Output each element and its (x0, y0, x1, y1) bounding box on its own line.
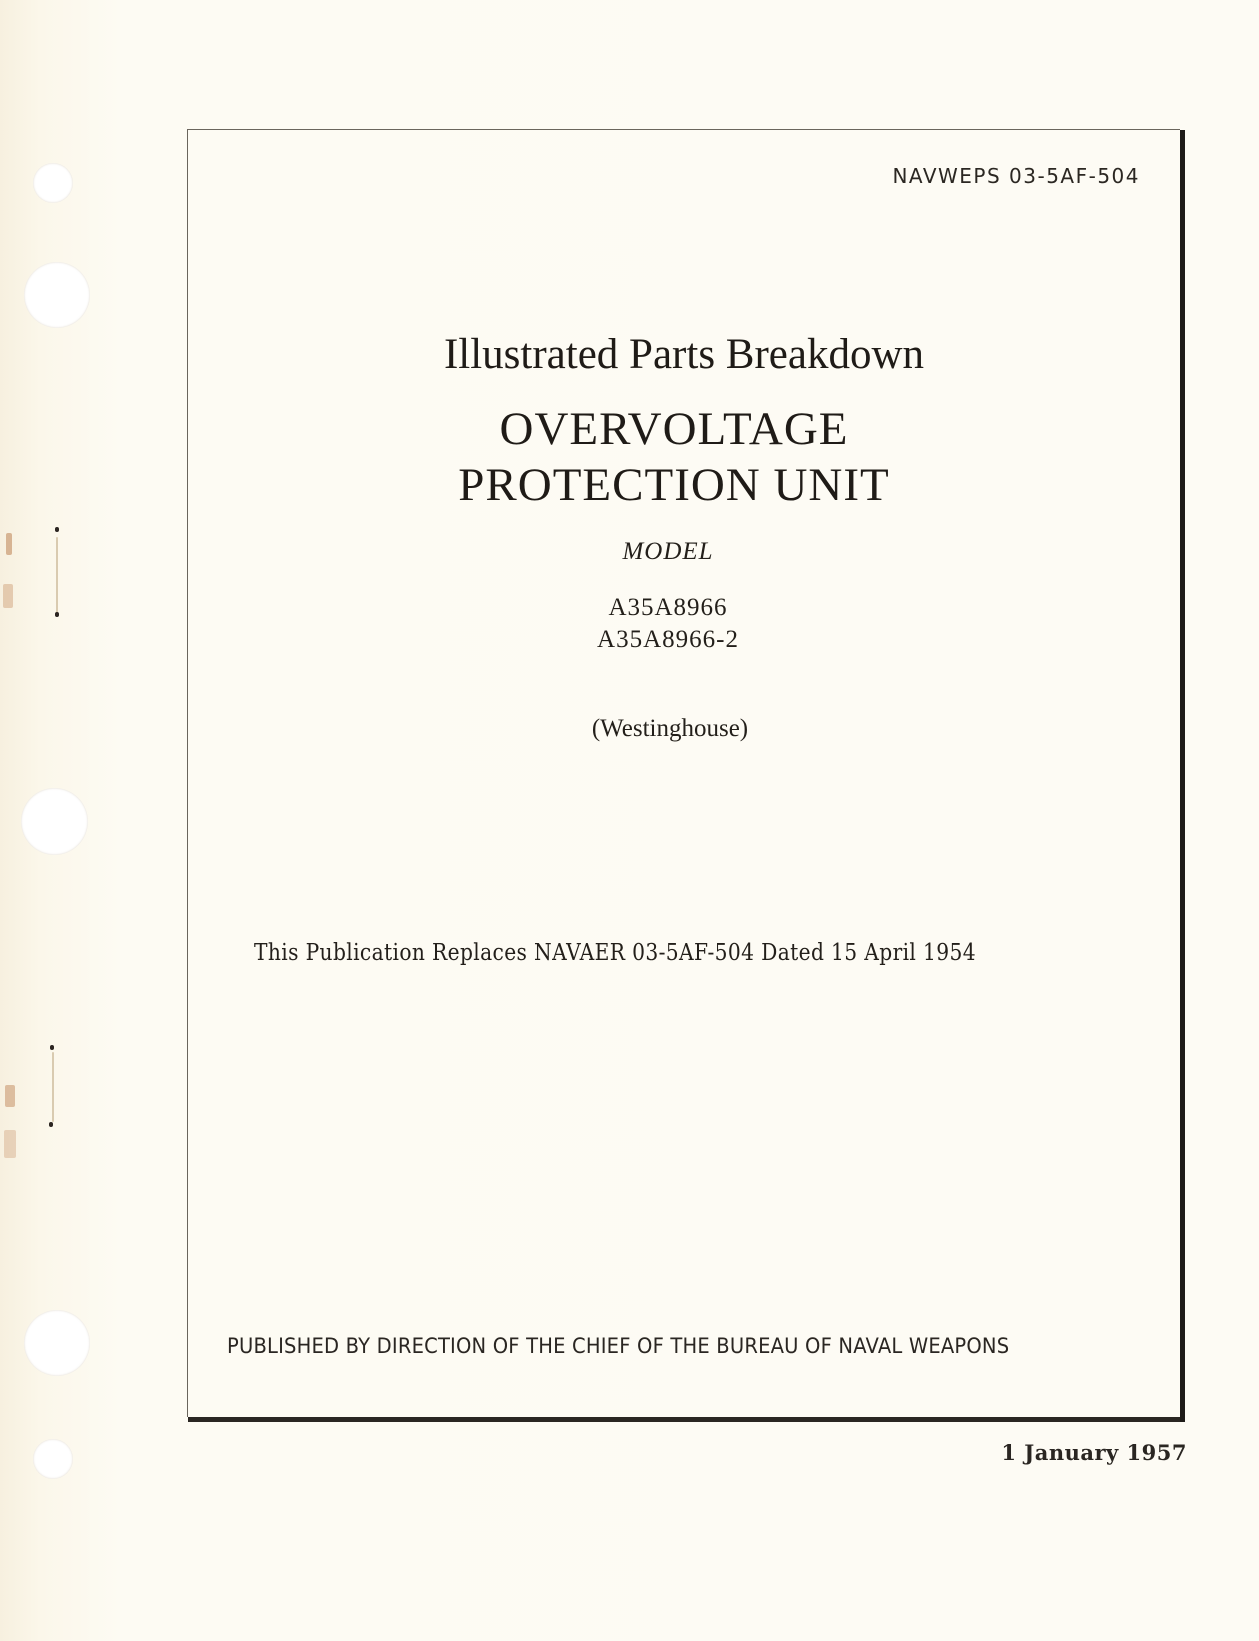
model-label: MODEL (622, 538, 714, 565)
document-title-line-1: OVERVOLTAGE (499, 403, 849, 455)
cover-frame (187, 129, 1180, 1417)
document-subtitle: Illustrated Parts Breakdown (443, 331, 925, 378)
document-number: NAVWEPS 03-5AF-504 (892, 164, 1140, 188)
paper-stain (52, 1052, 54, 1122)
manufacturer: (Westinghouse) (591, 715, 749, 742)
binder-hole (21, 788, 88, 855)
paper-stain (4, 1130, 16, 1158)
paper-stain (55, 612, 59, 617)
paper-stain (50, 1045, 54, 1050)
binder-hole (33, 163, 73, 203)
paper-stain (49, 1122, 53, 1127)
paper-stain (56, 537, 58, 617)
supersedes-note: This Publication Replaces NAVAER 03-5AF-504 Dated 15 April 1954 (254, 940, 976, 966)
binder-hole (24, 262, 90, 328)
paper-stain (55, 527, 59, 532)
model-number: A35A8966 (608, 594, 728, 621)
paper-stain (5, 1085, 15, 1107)
binder-hole (33, 1439, 73, 1479)
paper-stain (6, 533, 12, 555)
paper-stain (3, 584, 13, 608)
publication-authority: PUBLISHED BY DIRECTION OF THE CHIEF OF THE BUREAU OF NAVAL WEAPONS (227, 1334, 1010, 1358)
issue-date: 1 January 1957 (1001, 1440, 1187, 1465)
document-title-line-2: PROTECTION UNIT (458, 459, 890, 511)
model-number: A35A8966-2 (597, 626, 739, 653)
binder-hole (24, 1310, 90, 1376)
